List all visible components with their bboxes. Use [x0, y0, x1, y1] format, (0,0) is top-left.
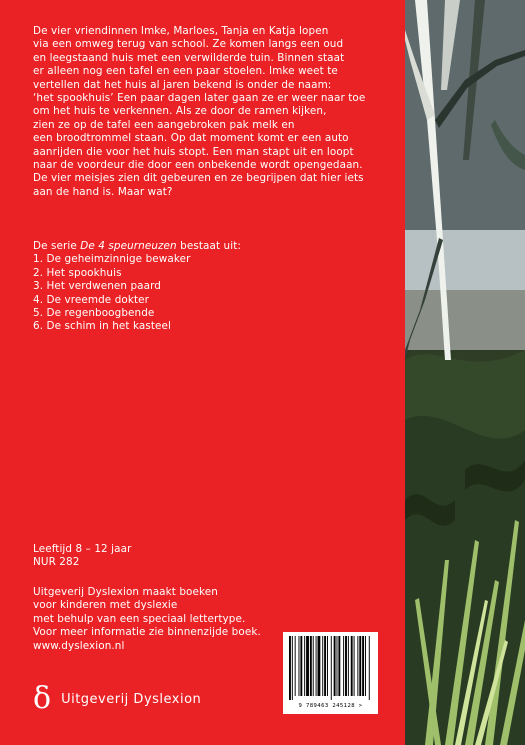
barcode-bar	[369, 636, 370, 700]
barcode-bar	[300, 636, 302, 696]
age-range: Leeftijd 8 – 12 jaar	[33, 543, 132, 555]
series-item: 6. De schim in het kasteel	[33, 320, 172, 333]
blurb-line: en leegstaand huis met een verwilderde tuin. Binnen staat	[33, 51, 345, 64]
publisher-website: www.dyslexion.nl	[33, 639, 125, 652]
publisher-line: voor kinderen met dyslexie	[33, 599, 178, 612]
barcode-bar	[324, 636, 326, 696]
series-title: De 4 speurneuzen	[80, 240, 177, 252]
series-item: 3. Het verdwenen paard	[33, 280, 161, 293]
publisher-line: Voor meer informatie zie binnenzijde boek.	[33, 626, 261, 639]
blurb-line: zien ze op de tafel een aangebroken pak melk en	[33, 118, 295, 131]
barcode-bar	[357, 636, 358, 696]
barcode-bar	[362, 636, 364, 696]
blurb-line: aan de hand is. Maar wat?	[33, 185, 173, 198]
barcode-bar	[343, 636, 344, 696]
barcode-bar	[348, 636, 349, 696]
barcode-bar	[322, 636, 323, 696]
series-intro-before: De serie	[33, 240, 81, 252]
barcode-bar	[299, 636, 300, 696]
cover-photo	[405, 0, 525, 745]
blurb-line: vertellen dat het huis al jaren bekend is onder de naam:	[33, 78, 332, 91]
barcode-bar	[354, 636, 355, 696]
barcode-bar	[318, 636, 321, 696]
barcode-bar	[306, 636, 309, 696]
barcode-bar	[345, 636, 347, 696]
barcode-bar	[289, 636, 291, 700]
blurb-text	[33, 25, 383, 199]
publisher-logo	[33, 681, 202, 716]
barcode-bar	[310, 636, 312, 696]
publisher-info	[33, 586, 261, 653]
blurb-line: naar de voordeur die door een onbekende wordt opengedaan.	[33, 159, 363, 172]
barcode-bar	[292, 636, 293, 700]
isbn-barcode	[283, 632, 378, 714]
nur-code: NUR 282	[33, 556, 80, 569]
barcode-bar	[313, 636, 314, 696]
barcode-bar	[295, 636, 296, 696]
barcode-bar	[359, 636, 361, 696]
series-item: 5. De regenboogbende	[33, 307, 155, 320]
isbn-digits: 9 789463 245128 >	[298, 703, 363, 709]
barcode-bar	[316, 636, 317, 696]
series-item: 1. De geheimzinnige bewaker	[33, 253, 191, 266]
series-items	[33, 253, 241, 333]
barcode-bar	[351, 636, 353, 696]
series-item: 4. De vreemde dokter	[33, 293, 150, 306]
age-info	[33, 543, 131, 570]
publisher-line: Uitgeverij Dyslexion maakt boeken	[33, 586, 218, 598]
series-item: 2. Het spookhuis	[33, 266, 122, 279]
barcode-bar	[304, 636, 305, 696]
blurb-line: om het huis te verkennen. Als ze door de ramen kijken,	[33, 105, 327, 118]
series-list	[33, 240, 241, 334]
barcode-bar	[365, 636, 366, 696]
blurb-line: De vier vriendinnen Imke, Marloes, Tanja en Katja lopen	[33, 25, 329, 37]
barcode-bar	[338, 636, 340, 696]
blurb-line: aanrijden die voor het huis stopt. Een man stapt uit en loopt	[33, 145, 354, 158]
publisher-name: Uitgeverij Dyslexion	[61, 691, 202, 707]
publisher-line: met behulp van een speciaal lettertype.	[33, 612, 246, 625]
series-intro	[33, 240, 241, 253]
barcode-bar	[327, 636, 328, 696]
series-intro-after: bestaat uit:	[176, 240, 241, 252]
blurb-line: ‘het spookhuis’ Een paar dagen later gaan ze er weer naar toe	[33, 92, 366, 105]
blurb-line: De vier meisjes zien dit gebeuren en ze begrijpen dat hier iets	[33, 172, 364, 185]
blurb-line: een broodtrommel staan. Op dat moment komt er een auto	[33, 132, 349, 145]
blurb-line: via een omweg terug van school. Ze komen langs een oud	[33, 38, 344, 51]
blurb-line: er alleen nog een tafel en een paar stoelen. Imke weet te	[33, 65, 338, 78]
barcode-bars	[283, 632, 378, 702]
delta-logo-icon: δ	[33, 681, 52, 716]
barcode-bar	[334, 636, 336, 696]
barcode-bar	[331, 636, 332, 700]
barcode-bar	[337, 636, 338, 696]
